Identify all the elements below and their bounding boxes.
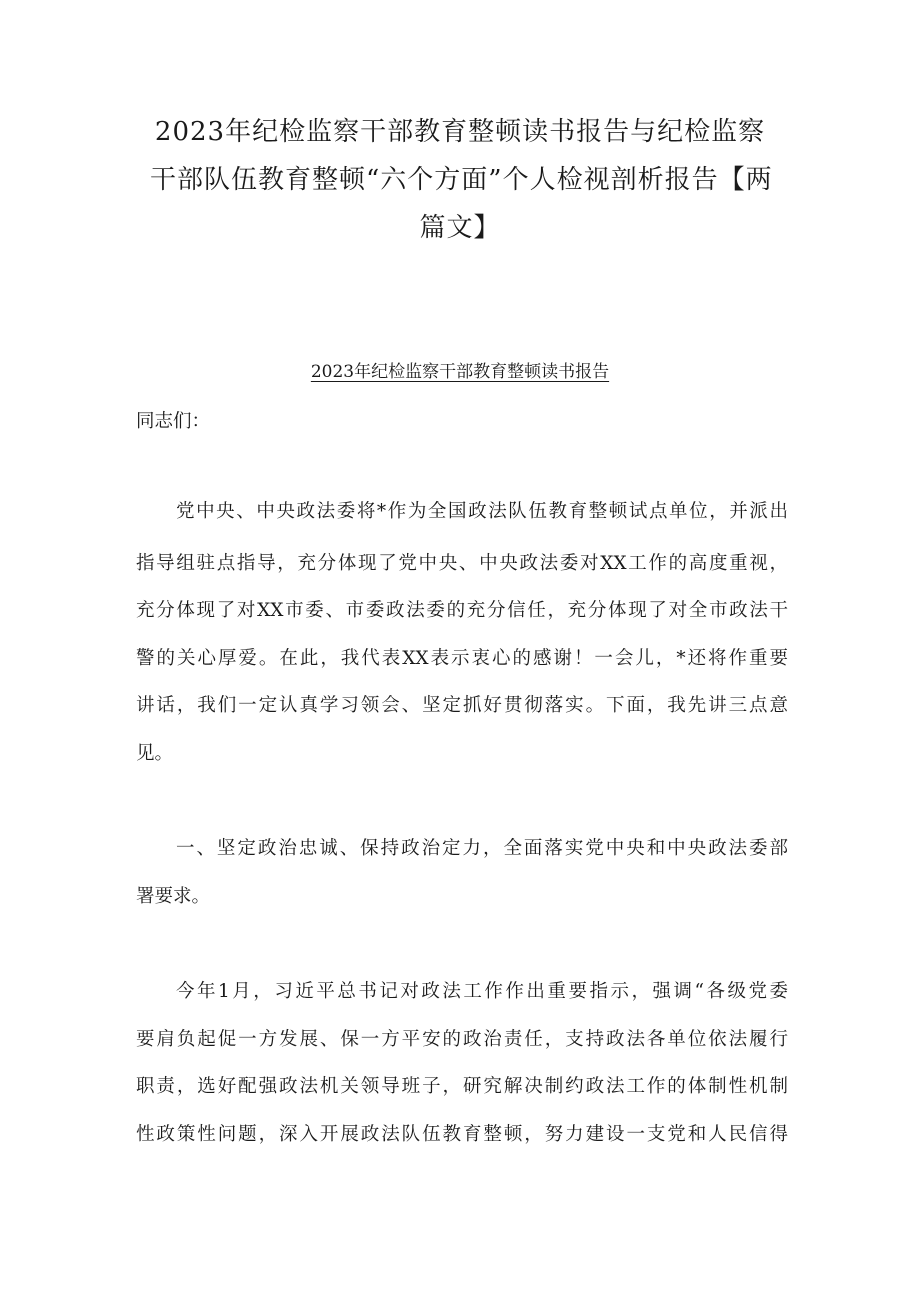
paragraph1-line-6: 见。 (136, 743, 174, 764)
paragraph1-line-4: 警的关心厚爱。在此，我代表XX表示衷心的感谢！一会儿，*还将作重要 (136, 648, 788, 669)
paragraph1-line-3: 充分体现了对XX市委、市委政法委的充分信任，充分体现了对全市政法干 (136, 600, 788, 621)
paragraph2-line-2: 要肩负起促一方发展、保一方平安的政治责任，支持政法各单位依法履行 (136, 1029, 788, 1050)
document-title-line-3: 篇文】 (419, 213, 501, 243)
paragraph1-line-2: 指导组驻点指导，充分体现了党中央、中央政法委对XX工作的高度重视， (136, 553, 788, 574)
heading1-line-1: 一、坚定政治忠诚、保持政治定力，全面落实党中央和中央政法委部 (176, 838, 788, 859)
paragraph2-line-3: 职责，选好配强政法机关领导班子，研究解决制约政法工作的体制性机制 (136, 1076, 788, 1097)
salutation: 同志们： (136, 411, 211, 432)
paragraph2-line-4: 性政策性问题，深入开展政法队伍教育整顿，努力建设一支党和人民信得 (136, 1124, 788, 1145)
paragraph2-line-1: 今年1月，习近平总书记对政法工作作出重要指示，强调“各级党委 (176, 981, 788, 1002)
document-title-line-1: 2023年纪检监察干部教育整顿读书报告与纪检监察 (154, 117, 766, 147)
heading1-line-2: 署要求。 (136, 886, 211, 907)
document-title-line-2: 干部队伍教育整顿“六个方面”个人检视剖析报告【两 (150, 165, 773, 195)
section-title: 2023年纪检监察干部教育整顿读书报告 (310, 362, 610, 382)
paragraph1-line-5: 讲话，我们一定认真学习领会、坚定抓好贯彻落实。下面，我先讲三点意 (136, 695, 788, 716)
paragraph1-line-1: 党中央、中央政法委将*作为全国政法队伍教育整顿试点单位，并派出 (176, 501, 788, 522)
